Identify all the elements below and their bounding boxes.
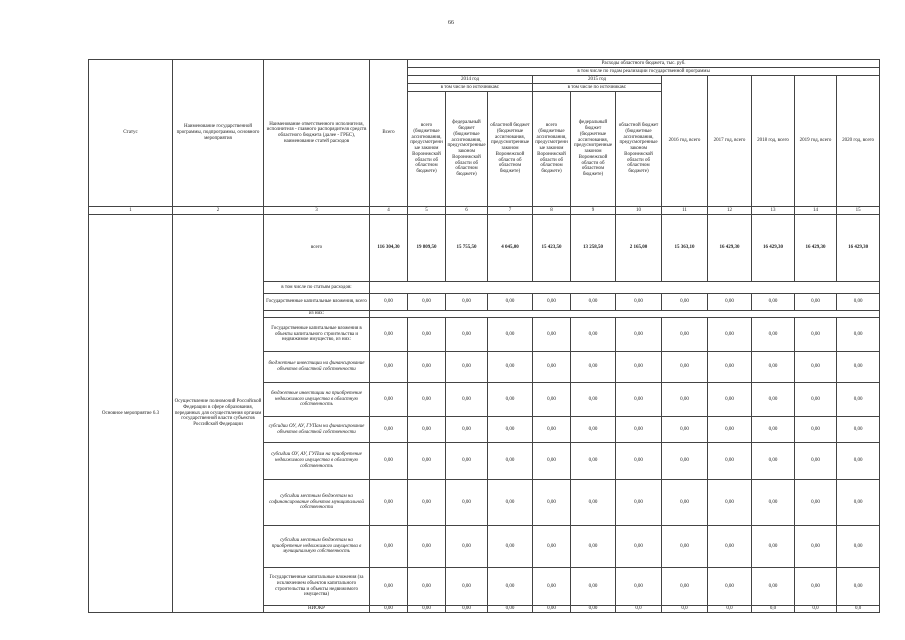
header-col7: областной бюджет (бюджетные ассигнования, предусмотренные законом Воронежской области об областном бюджете) <box>488 92 533 207</box>
value-cell: 0,00 <box>708 352 752 383</box>
value-cell: 0,00 <box>488 352 533 383</box>
value-cell: 13 258,50 <box>571 215 616 282</box>
value-cell: 2 165,00 <box>616 215 662 282</box>
value-cell: 0,00 <box>616 526 662 568</box>
value-cell: 4 045,00 <box>488 215 533 282</box>
header-total: Всего <box>370 60 408 207</box>
value-cell: 0,00 <box>533 294 571 311</box>
value-cell: 0,00 <box>752 417 795 443</box>
value-cell: 0,00 <box>408 352 446 383</box>
value-cell: 0,00 <box>616 443 662 480</box>
total-value: 0,00 <box>370 568 408 606</box>
value-cell: 0,00 <box>571 606 616 613</box>
total-value: 0,00 <box>370 294 408 311</box>
column-number: 2 <box>173 207 264 215</box>
value-cell: 0,00 <box>837 480 880 526</box>
value-cell: 0,00 <box>616 294 662 311</box>
value-cell: 0,00 <box>446 383 488 417</box>
header-col5: всего (бюджетные ассигнования, предусмотренные законом Воронежской области об областном бюджете) <box>408 92 446 207</box>
value-cell: 0,00 <box>616 352 662 383</box>
value-cell: 0,00 <box>408 526 446 568</box>
value-cell: 0,00 <box>616 480 662 526</box>
value-cell: 0,00 <box>488 568 533 606</box>
header-incl-sources-2015: в том числе по источникам: <box>533 84 662 92</box>
value-cell: 0,0 <box>837 606 880 613</box>
header-col14: 2019 год, всего <box>795 76 837 207</box>
header-col12: 2017 год, всего <box>708 76 752 207</box>
value-cell: 0,00 <box>446 443 488 480</box>
column-number: 9 <box>571 207 616 215</box>
value-cell: 0,00 <box>662 480 708 526</box>
value-cell: 0,0 <box>752 606 795 613</box>
value-cell: 0,00 <box>708 318 752 352</box>
value-cell: 0,00 <box>533 480 571 526</box>
value-cell: 0,00 <box>616 568 662 606</box>
header-incl-sources-2014: в том числе по источникам: <box>408 84 533 92</box>
value-cell: 0,00 <box>752 443 795 480</box>
row-label: бюджетные инвестиции на финансирование объектов областной собственности <box>264 352 370 383</box>
header-by-years: в том числе по годам реализации государственной программы <box>408 68 880 76</box>
value-cell: 0,00 <box>446 526 488 568</box>
value-cell: 0,00 <box>837 443 880 480</box>
column-number: 15 <box>837 207 880 215</box>
header-program-name: Наименование государственной программы, подпрограммы, основного мероприятия <box>173 60 264 207</box>
row-label: из них: <box>264 311 370 318</box>
column-number: 4 <box>370 207 408 215</box>
value-cell: 0,00 <box>708 383 752 417</box>
total-value: 0,00 <box>370 443 408 480</box>
value-cell: 0,00 <box>488 294 533 311</box>
row-label: НИОКР <box>264 606 370 613</box>
value-cell: 0,0 <box>662 606 708 613</box>
value-cell: 0,0 <box>616 606 662 613</box>
value-cell: 0,00 <box>446 352 488 383</box>
row-label: Государственные капитальные вложения в объекты капитального строительства и недвижимое имущество, из них: <box>264 318 370 352</box>
column-number: 12 <box>708 207 752 215</box>
column-number: 13 <box>752 207 795 215</box>
value-cell: 0,00 <box>795 526 837 568</box>
value-cell: 0,00 <box>662 568 708 606</box>
header-year-2015: 2015 год <box>533 76 662 84</box>
value-cell: 0,00 <box>488 443 533 480</box>
value-cell: 0,00 <box>708 417 752 443</box>
value-cell: 16 429,30 <box>795 215 837 282</box>
header-col11: 2016 год, всего <box>662 76 708 207</box>
column-number: 11 <box>662 207 708 215</box>
header-col9: федеральный бюджет (бюджетные ассигнования, предусмотренные законом Воронежской области об областном бюджете) <box>571 92 616 207</box>
empty-cell <box>370 282 880 294</box>
header-row-1 <box>89 60 880 68</box>
value-cell: 0,00 <box>488 526 533 568</box>
value-cell: 0,00 <box>408 606 446 613</box>
value-cell: 0,00 <box>408 417 446 443</box>
value-cell: 0,00 <box>488 318 533 352</box>
value-cell: 0,00 <box>571 417 616 443</box>
value-cell: 0,00 <box>708 480 752 526</box>
value-cell: 0,00 <box>616 383 662 417</box>
value-cell: 0,00 <box>408 318 446 352</box>
value-cell: 0,00 <box>708 526 752 568</box>
column-number: 5 <box>408 207 446 215</box>
value-cell: 0,00 <box>662 352 708 383</box>
value-cell: 0,00 <box>533 383 571 417</box>
value-cell: 0,00 <box>533 606 571 613</box>
row-label: субсидии ОУ, АУ, ГУПам на приобретение недвижимого имущества в областную собственность <box>264 443 370 480</box>
value-cell: 0,00 <box>795 294 837 311</box>
column-number: 6 <box>446 207 488 215</box>
column-number: 1 <box>89 207 173 215</box>
value-cell: 0,00 <box>752 383 795 417</box>
value-cell: 15 423,50 <box>533 215 571 282</box>
value-cell: 0,00 <box>571 383 616 417</box>
page-number: 66 <box>448 20 454 26</box>
value-cell: 0,00 <box>571 443 616 480</box>
value-cell: 0,00 <box>533 352 571 383</box>
value-cell: 0,00 <box>488 417 533 443</box>
value-cell: 0,00 <box>446 417 488 443</box>
row-label: бюджетные инвестиции на приобретение недвижимого имущества в областную собственность <box>264 383 370 417</box>
value-cell: 0,00 <box>571 480 616 526</box>
value-cell: 0,0 <box>795 606 837 613</box>
value-cell: 16 429,30 <box>708 215 752 282</box>
value-cell: 0,0 <box>708 606 752 613</box>
row-label: субсидии ОУ, АУ, ГУПам на финансирование объектов областной собственности <box>264 417 370 443</box>
value-cell: 0,00 <box>708 294 752 311</box>
row-label: субсидии местным бюджетам на приобретение недвижимого имущества в муниципальную собственность <box>264 526 370 568</box>
column-number: 3 <box>264 207 370 215</box>
value-cell: 0,00 <box>837 568 880 606</box>
column-number: 14 <box>795 207 837 215</box>
value-cell: 0,00 <box>662 526 708 568</box>
value-cell: 0,00 <box>837 417 880 443</box>
value-cell: 0,00 <box>752 526 795 568</box>
header-year-2014: 2014 год <box>408 76 533 84</box>
total-value: 0,00 <box>370 383 408 417</box>
incl-label: в том числе по статьям расходов: <box>264 282 370 294</box>
header-col10: областной бюджет (бюджетные ассигнования, предусмотренные законом Воронежской области об областном бюджете) <box>616 92 662 207</box>
value-cell: 0,00 <box>662 383 708 417</box>
value-cell: 0,00 <box>533 568 571 606</box>
value-cell: 0,00 <box>571 294 616 311</box>
row-program-name: Осуществление полномочий Российской Федерации в сфере образования, переданных для осуществления органам государственной власти субъектов Российской Федерации <box>173 215 264 613</box>
value-cell: 0,00 <box>571 352 616 383</box>
value-cell: 0,00 <box>795 417 837 443</box>
main-row <box>89 215 880 282</box>
header-col6: федеральный бюджет (бюджетные ассигнования, предусмотренные законом Воронежской области об областном бюджете) <box>446 92 488 207</box>
value-cell: 0,00 <box>488 383 533 417</box>
header-expenses-title: Расходы областного бюджета, тыс. руб. <box>408 60 880 68</box>
row-label: Государственные капитальные вложения, всего <box>264 294 370 311</box>
value-cell: 0,00 <box>408 480 446 526</box>
column-number: 10 <box>616 207 662 215</box>
value-cell: 19 809,50 <box>408 215 446 282</box>
column-number-row <box>89 207 880 215</box>
value-cell: 0,00 <box>662 443 708 480</box>
value-cell: 0,00 <box>571 526 616 568</box>
total-value: 0,00 <box>370 526 408 568</box>
row-label: субсидии местным бюджетам на софинансирование объектов муниципальной собственности <box>264 480 370 526</box>
value-cell: 16 429,30 <box>837 215 880 282</box>
value-cell: 0,00 <box>837 526 880 568</box>
value-cell: 0,00 <box>616 417 662 443</box>
value-cell: 0,00 <box>795 318 837 352</box>
value-cell: 0,00 <box>752 318 795 352</box>
header-responsible: Наименование ответственного исполнителя, исполнителя - главного распорядителя средств областного бюджета (далее - ГРБС), наименование статей расходов <box>264 60 370 207</box>
value-cell: 0,00 <box>571 318 616 352</box>
value-cell: 0,00 <box>795 352 837 383</box>
value-cell: 0,00 <box>571 568 616 606</box>
budget-table <box>88 59 880 613</box>
value-cell: 0,00 <box>533 318 571 352</box>
value-cell: 0,00 <box>533 526 571 568</box>
value-cell: 0,00 <box>708 443 752 480</box>
value-cell: 0,00 <box>837 383 880 417</box>
row-label: Государственные капитальные вложения (за исключением объектов капитального строительства и объекты недвижимого имущества) <box>264 568 370 606</box>
value-cell: 0,00 <box>795 443 837 480</box>
value-cell: 0,00 <box>837 318 880 352</box>
value-cell: 0,00 <box>795 568 837 606</box>
value-cell: 15 363,10 <box>662 215 708 282</box>
value-cell: 0,00 <box>533 443 571 480</box>
column-number: 7 <box>488 207 533 215</box>
total-value: 0,00 <box>370 352 408 383</box>
value-cell: 0,00 <box>662 294 708 311</box>
row-label-total: всего <box>264 215 370 282</box>
value-cell: 0,00 <box>446 568 488 606</box>
value-cell: 0,00 <box>837 294 880 311</box>
header-status: Статус <box>89 60 173 207</box>
empty-cell <box>370 311 880 318</box>
value-cell: 0,00 <box>408 443 446 480</box>
value-cell: 0,00 <box>795 383 837 417</box>
value-cell: 0,00 <box>616 318 662 352</box>
value-cell: 0,00 <box>446 294 488 311</box>
value-cell: 0,00 <box>708 568 752 606</box>
row-status: Основное мероприятие 6.3 <box>89 215 173 613</box>
total-value: 0,00 <box>370 417 408 443</box>
value-cell: 0,00 <box>752 480 795 526</box>
value-cell: 0,00 <box>488 480 533 526</box>
column-number: 8 <box>533 207 571 215</box>
value-cell: 0,00 <box>662 318 708 352</box>
value-cell: 0,00 <box>752 568 795 606</box>
value-cell: 0,00 <box>446 318 488 352</box>
value-cell: 0,00 <box>795 480 837 526</box>
value-cell: 16 429,30 <box>752 215 795 282</box>
value-cell: 15 755,50 <box>446 215 488 282</box>
total-value: 0,00 <box>370 318 408 352</box>
total-value: 116 304,30 <box>370 215 408 282</box>
value-cell: 0,00 <box>533 417 571 443</box>
header-col8: всего (бюджетные ассигнования, предусмотренные законом Воронежской области об областном бюджете) <box>533 92 571 207</box>
value-cell: 0,00 <box>837 352 880 383</box>
value-cell: 0,00 <box>446 480 488 526</box>
value-cell: 0,00 <box>752 352 795 383</box>
header-col13: 2018 год, всего <box>752 76 795 207</box>
value-cell: 0,00 <box>408 383 446 417</box>
header-col15: 2020 год, всего <box>837 76 880 207</box>
value-cell: 0,00 <box>488 606 533 613</box>
total-value: 0,00 <box>370 480 408 526</box>
value-cell: 0,00 <box>662 417 708 443</box>
value-cell: 0,00 <box>752 294 795 311</box>
value-cell: 0,00 <box>408 294 446 311</box>
total-value: 0,00 <box>370 606 408 613</box>
value-cell: 0,00 <box>446 606 488 613</box>
value-cell: 0,00 <box>408 568 446 606</box>
